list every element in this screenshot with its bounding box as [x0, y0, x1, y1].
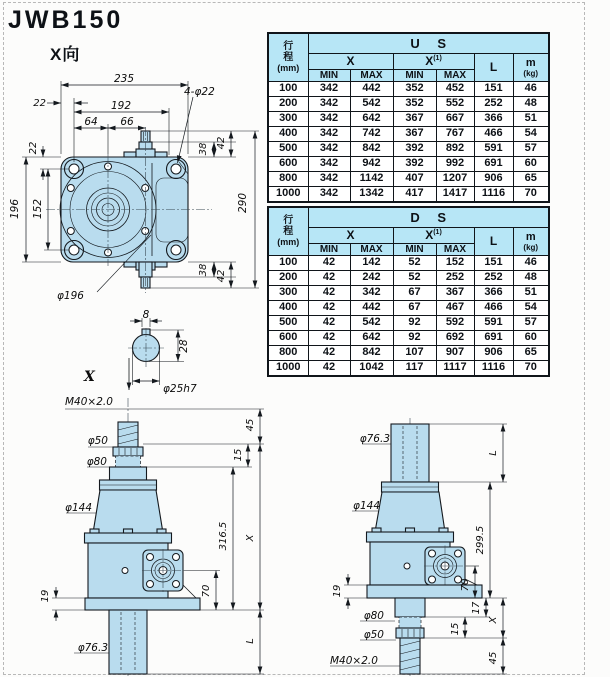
col-l-header: L [474, 53, 513, 81]
table-cell: 442 [350, 81, 393, 96]
dim-22-top: 22 [33, 98, 46, 109]
table-cell: 442 [350, 300, 393, 315]
table-cell: 342 [308, 186, 350, 202]
dim-235: 235 [113, 73, 135, 85]
table-cell: 42 [308, 345, 350, 360]
table-cell: 366 [474, 111, 513, 126]
table-cell: 407 [393, 171, 436, 186]
table-cell: 70 [513, 186, 549, 202]
stroke-char-2: 程 [283, 226, 294, 238]
table-cell: 767 [436, 126, 474, 141]
table-cell: 342 [308, 126, 350, 141]
table-cell: 200 [268, 270, 308, 285]
table-cell: 42 [308, 300, 350, 315]
table-cell: 46 [513, 255, 549, 270]
flange-hole-icon [171, 164, 181, 174]
us-side-view-drawing [40, 392, 270, 677]
view-direction-label: X向 [50, 45, 81, 64]
table-row [268, 315, 549, 330]
table-cell: 1207 [436, 171, 474, 186]
table-cell: 342 [308, 171, 350, 186]
col-m-header: m (kg) [513, 53, 549, 81]
table-cell: 117 [393, 360, 436, 376]
table-row [268, 255, 549, 270]
dim-dia25h7: φ25h7 [163, 383, 197, 395]
table-cell: 252 [474, 96, 513, 111]
table-cell: 800 [268, 345, 308, 360]
series-header-ds: D S [308, 207, 549, 227]
table-cell: 591 [474, 315, 513, 330]
dim-dia80: φ80 [363, 610, 384, 622]
table-cell: 367 [393, 111, 436, 126]
dim-196: 196 [9, 198, 21, 220]
table-cell: 342 [308, 141, 350, 156]
table-cell: 252 [474, 270, 513, 285]
dim-dia80: φ80 [86, 456, 107, 468]
table-cell: 942 [350, 156, 393, 171]
dim-x: X [488, 616, 499, 624]
table-cell: 54 [513, 300, 549, 315]
page-title: JWB150 [8, 6, 124, 34]
table-cell: 500 [268, 141, 308, 156]
dim-70: 70 [460, 578, 471, 592]
table-cell: 466 [474, 300, 513, 315]
col-x1-header: $X^{(1)}$ [393, 227, 474, 243]
col-max-header: MAX [350, 69, 393, 81]
table-cell: 742 [350, 126, 393, 141]
table-row [268, 300, 549, 315]
table-cell: 892 [436, 141, 474, 156]
table-cell: 842 [350, 345, 393, 360]
dim-22-left: 22 [28, 141, 39, 155]
dim-45: 45 [488, 651, 499, 665]
table-cell: 691 [474, 330, 513, 345]
table-cell: 392 [393, 156, 436, 171]
dim-38-bottom: 38 [198, 263, 209, 277]
dim-28: 28 [178, 339, 190, 353]
table-cell: 151 [474, 255, 513, 270]
stroke-char-1: 行 [283, 41, 294, 53]
dim-290: 290 [237, 192, 249, 214]
dim-m40-thread: M40×2.0 [65, 396, 113, 408]
table-cell: 592 [436, 315, 474, 330]
table-cell: 100 [268, 81, 308, 96]
dim-15: 15 [233, 448, 244, 462]
table-cell: 42 [308, 285, 350, 300]
table-cell: 46 [513, 81, 549, 96]
table-cell: 600 [268, 156, 308, 171]
table-cell: 92 [393, 330, 436, 345]
table-row [268, 330, 549, 345]
table-cell: 542 [350, 315, 393, 330]
dim-299-5: 299.5 [475, 525, 486, 555]
table-cell: 48 [513, 96, 549, 111]
table-cell: 51 [513, 111, 549, 126]
table-cell: 42 [308, 315, 350, 330]
stroke-column-header [268, 207, 308, 255]
gearbox-top-view [46, 127, 212, 293]
table-row [268, 126, 549, 141]
table-cell: 1417 [436, 186, 474, 202]
table-cell: 342 [308, 156, 350, 171]
table-row [268, 156, 549, 171]
table-cell: 65 [513, 345, 549, 360]
top-view-drawing [0, 70, 265, 395]
table-cell: 57 [513, 315, 549, 330]
table-cell: 1116 [474, 360, 513, 376]
table-cell: 467 [436, 300, 474, 315]
table-cell: 352 [393, 81, 436, 96]
table-cell: 1000 [268, 186, 308, 202]
table-row [268, 81, 549, 96]
table-cell: 100 [268, 255, 308, 270]
table-cell: 591 [474, 141, 513, 156]
table-cell: 352 [393, 96, 436, 111]
table-cell: 42 [308, 360, 350, 376]
ds-table-body [268, 255, 549, 376]
dim-m40-thread: M40×2.0 [330, 655, 378, 667]
col-x-header: X [308, 227, 393, 243]
dim-42-top: 42 [216, 136, 227, 150]
us-table-body [268, 81, 549, 202]
table-cell: 300 [268, 111, 308, 126]
table-cell: 691 [474, 156, 513, 171]
table-cell: 151 [474, 81, 513, 96]
table-cell: 57 [513, 141, 549, 156]
table-cell: 67 [393, 300, 436, 315]
table-cell: 1116 [474, 186, 513, 202]
table-row [268, 171, 549, 186]
table-cell: 48 [513, 270, 549, 285]
table-cell: 252 [436, 270, 474, 285]
dim-316-5: 316.5 [218, 521, 229, 551]
table-cell: 107 [393, 345, 436, 360]
dim-64: 64 [84, 116, 98, 128]
table-cell: 65 [513, 171, 549, 186]
table-cell: 600 [268, 330, 308, 345]
table-cell: 42 [308, 255, 350, 270]
dim-dia144: φ144 [65, 502, 92, 514]
table-row [268, 186, 549, 202]
dim-17: 17 [471, 601, 482, 615]
table-cell: 342 [308, 81, 350, 96]
table-row [268, 360, 549, 376]
table-cell: 392 [393, 141, 436, 156]
table-cell: 51 [513, 285, 549, 300]
table-cell: 1342 [350, 186, 393, 202]
table-cell: 60 [513, 330, 549, 345]
table-cell: 400 [268, 300, 308, 315]
dim-70: 70 [201, 584, 212, 598]
dim-192: 192 [110, 100, 132, 112]
table-cell: 67 [393, 285, 436, 300]
col-x-header: X [308, 53, 393, 69]
table-cell: 92 [393, 315, 436, 330]
worm-shaft-section [83, 309, 197, 395]
table-cell: 642 [350, 330, 393, 345]
dim-dia76: φ76.3 [77, 642, 108, 654]
table-cell: 42 [308, 330, 350, 345]
dim-15: 15 [450, 622, 461, 636]
table-cell: 642 [350, 111, 393, 126]
dim-l: L [488, 450, 499, 456]
table-cell: 242 [350, 270, 393, 285]
table-cell: 342 [308, 96, 350, 111]
ds-side-view-drawing [320, 392, 520, 677]
stroke-char-2: 程 [283, 52, 294, 64]
table-cell: 400 [268, 126, 308, 141]
table-cell: 200 [268, 96, 308, 111]
stroke-char-1: 行 [283, 215, 294, 227]
dim-dia76: φ76.3 [359, 433, 390, 445]
table-cell: 367 [436, 285, 474, 300]
table-cell: 417 [393, 186, 436, 202]
table-cell: 366 [474, 285, 513, 300]
stroke-unit: (mm) [277, 63, 300, 74]
col-m-header: m (kg) [513, 227, 549, 255]
dim-45: 45 [245, 418, 256, 432]
table-row [268, 345, 549, 360]
table-row [268, 141, 549, 156]
table-cell: 466 [474, 126, 513, 141]
table-row [268, 285, 549, 300]
col-max-header: MAX [350, 243, 393, 255]
table-cell: 667 [436, 111, 474, 126]
table-cell: 692 [436, 330, 474, 345]
table-cell: 906 [474, 171, 513, 186]
dim-4-holes: 4-φ22 [184, 86, 215, 98]
dim-l: L [245, 638, 256, 644]
col-min-header: MIN [308, 243, 350, 255]
table-cell: 906 [474, 345, 513, 360]
table-cell: 552 [436, 96, 474, 111]
table-cell: 54 [513, 126, 549, 141]
table-cell: 152 [436, 255, 474, 270]
table-row [268, 270, 549, 285]
dim-19: 19 [40, 589, 51, 603]
x-axis-label: X [84, 369, 95, 385]
table-cell: 342 [350, 285, 393, 300]
table-cell: 1142 [350, 171, 393, 186]
table-cell: 42 [308, 270, 350, 285]
table-cell: 60 [513, 156, 549, 171]
table-cell: 367 [393, 126, 436, 141]
table-cell: 70 [513, 360, 549, 376]
col-min-header: MIN [308, 69, 350, 81]
table-cell: 842 [350, 141, 393, 156]
dim-38-top: 38 [198, 142, 209, 156]
table-cell: 907 [436, 345, 474, 360]
flange-hole-icon [171, 245, 181, 255]
table-cell: 500 [268, 315, 308, 330]
table-cell: 142 [350, 255, 393, 270]
us-spec-table [267, 32, 550, 203]
dim-dia144: φ144 [353, 500, 380, 512]
table-cell: 452 [436, 81, 474, 96]
table-cell: 52 [393, 255, 436, 270]
table-cell: 1000 [268, 360, 308, 376]
table-row [268, 111, 549, 126]
col-l-header: L [474, 227, 513, 255]
dim-x: X [245, 534, 256, 542]
table-cell: 342 [308, 111, 350, 126]
col-max-header: MAX [436, 69, 474, 81]
table-row [268, 96, 549, 111]
dim-key-width: 8 [142, 309, 150, 321]
table-cell: 300 [268, 285, 308, 300]
dim-19: 19 [332, 584, 343, 598]
stroke-unit: (mm) [277, 237, 300, 248]
dim-152: 152 [32, 198, 44, 220]
col-min-header: MIN [393, 243, 436, 255]
table-cell: 1117 [436, 360, 474, 376]
col-x1-header: $X^{(1)}$ [393, 53, 474, 69]
table-cell: 992 [436, 156, 474, 171]
dim-dia50: φ50 [363, 629, 384, 641]
table-cell: 1042 [350, 360, 393, 376]
col-max-header: MAX [436, 243, 474, 255]
stroke-column-header [268, 33, 308, 81]
table-cell: 52 [393, 270, 436, 285]
dim-dia196: φ196 [57, 290, 84, 302]
dim-66: 66 [120, 116, 134, 128]
ds-spec-table [267, 206, 550, 377]
dim-42-bottom: 42 [216, 269, 227, 283]
series-header-us: U S [308, 33, 549, 53]
col-min-header: MIN [393, 69, 436, 81]
dim-dia50: φ50 [87, 435, 108, 447]
table-cell: 542 [350, 96, 393, 111]
table-cell: 800 [268, 171, 308, 186]
